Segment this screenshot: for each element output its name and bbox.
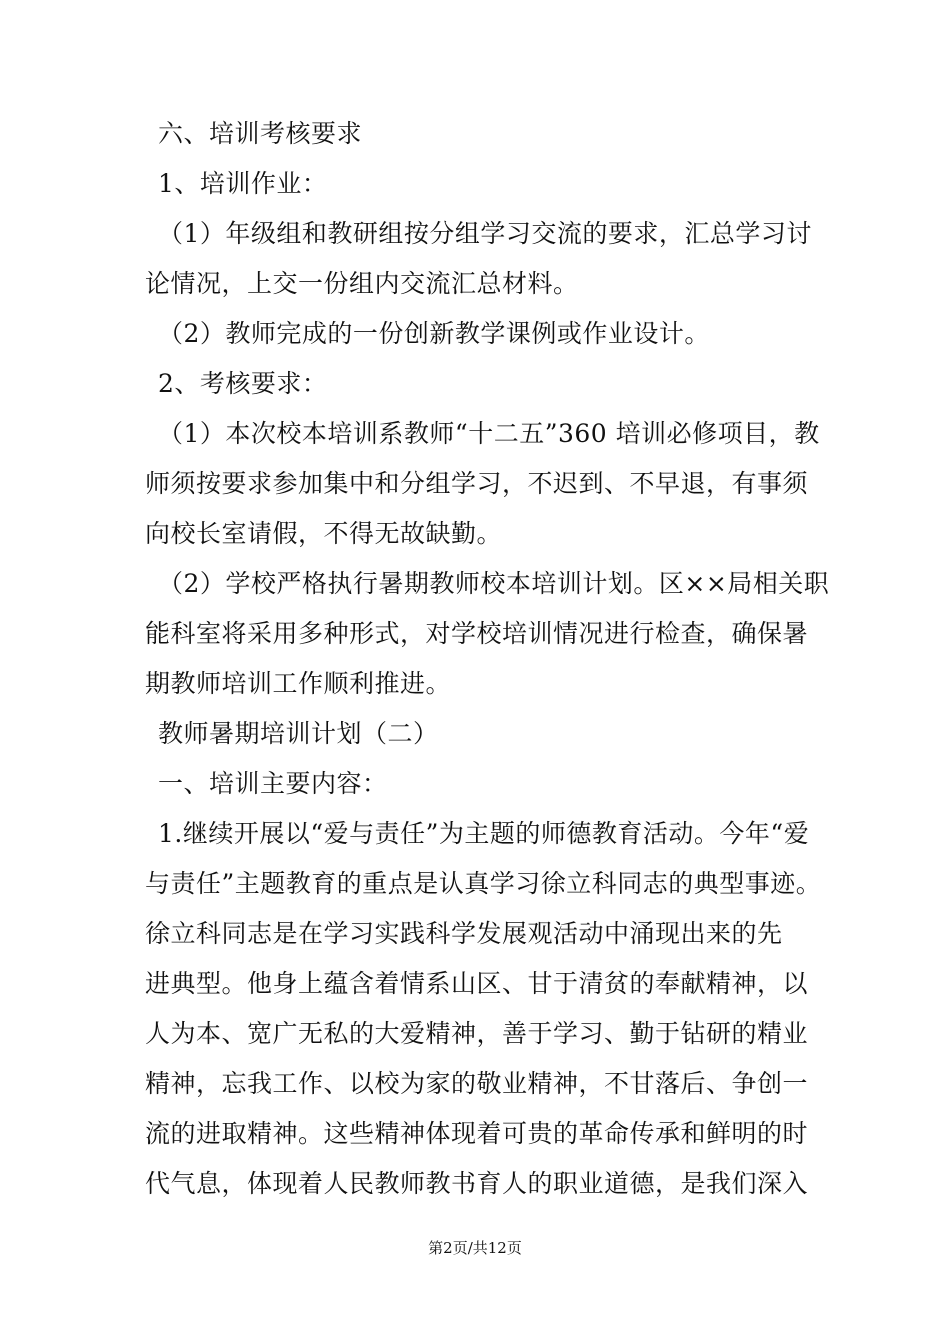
- paragraph-line: （2）学校严格执行暑期教师校本培训计划。区××局相关职: [158, 569, 830, 598]
- paragraph-line: 期教师培训工作顺利推进。: [145, 669, 452, 698]
- paragraph-line: （1）本次校本培训系教师“十二五”360 培训必修项目，教: [158, 419, 820, 448]
- paragraph-line: 进典型。他身上蕴含着情系山区、甘于清贫的奉献精神，以: [145, 969, 809, 998]
- page-number: 第2页/共12页: [428, 1239, 522, 1257]
- paragraph-line: （2）教师完成的一份创新教学课例或作业设计。: [158, 319, 710, 348]
- paragraph-line: 与责任”主题教育的重点是认真学习徐立科同志的典型事迹。: [145, 869, 822, 898]
- subsection-heading: 1、培训作业：: [158, 169, 328, 198]
- paragraph-line: 师须按要求参加集中和分组学习，不迟到、不早退，有事须: [145, 469, 809, 498]
- section-heading: 一、培训主要内容：: [158, 769, 388, 798]
- paragraph-line: 代气息，体现着人民教师教书育人的职业道德，是我们深入: [145, 1169, 809, 1198]
- paragraph-line: 论情况，上交一份组内交流汇总材料。: [145, 269, 579, 298]
- paragraph-line: 向校长室请假，不得无故缺勤。: [145, 519, 503, 548]
- section-heading: 六、培训考核要求: [158, 119, 363, 148]
- paragraph-line: 流的进取精神。这些精神体现着可贵的革命传承和鲜明的时: [145, 1119, 809, 1148]
- paragraph-line: 徐立科同志是在学习实践科学发展观活动中涌现出来的先: [145, 919, 783, 948]
- paragraph-line: 精神，忘我工作、以校为家的敬业精神，不甘落后、争创一: [145, 1069, 809, 1098]
- subsection-heading: 2、考核要求：: [158, 369, 328, 398]
- document-title: 教师暑期培训计划（二）: [158, 719, 439, 748]
- paragraph-line: 人为本、宽广无私的大爱精神，善于学习、勤于钻研的精业: [145, 1019, 809, 1048]
- paragraph-line: （1）年级组和教研组按分组学习交流的要求，汇总学习讨: [158, 219, 812, 248]
- paragraph-line: 1.继续开展以“爱与责任”为主题的师德教育活动。今年“爱: [158, 819, 810, 848]
- paragraph-line: 能科室将采用多种形式，对学校培训情况进行检查，确保暑: [145, 619, 809, 648]
